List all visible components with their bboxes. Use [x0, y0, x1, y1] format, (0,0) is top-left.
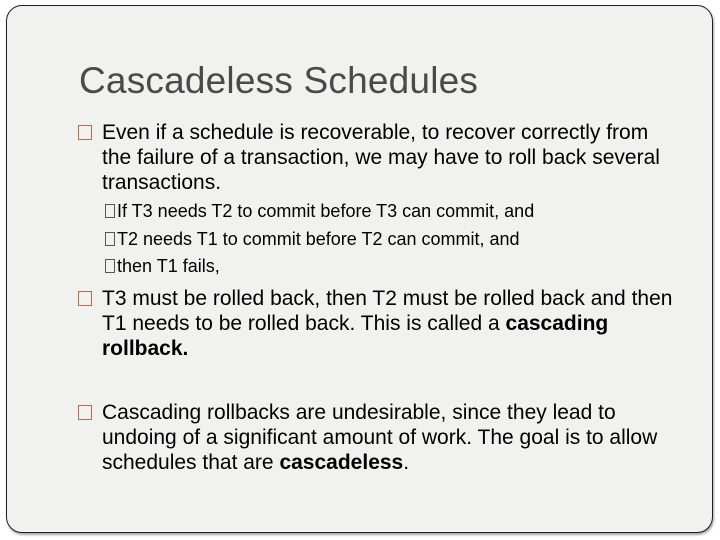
sub-bullet-text: T2 needs T1 to commit before T2 can commit, and [117, 229, 520, 249]
sub-bullet-text: then T1 fails, [117, 256, 220, 276]
missing-glyph-icon [105, 259, 115, 273]
square-bullet-icon [78, 405, 92, 420]
slide-title: Cascadeless Schedules [79, 60, 479, 101]
sub-bullet-text: If T3 needs T2 to commit before T3 can commit, and [117, 201, 535, 221]
bullet-item [78, 400, 678, 475]
bullet-text-end: . [403, 451, 410, 474]
bullet-text: Even if a schedule is recoverable, to recover correctly from the failure of a transaction, we may have to roll back several transactions. [102, 121, 660, 194]
sub-bullet-item [105, 200, 665, 222]
square-bullet-icon [78, 291, 92, 306]
bullet-text-plain: T3 must be rolled back, then T2 must be rolled back and then T1 needs to be rolled back. This is called a [102, 287, 673, 335]
bullet-text [102, 400, 678, 475]
bullet-item [78, 120, 678, 195]
bullet-item [78, 286, 678, 361]
bullet-text-plain: Cascading rollbacks are undesirable, since they lead to undoing of a significant amount of work. The goal is to allow schedules that are [102, 401, 658, 474]
square-bullet-icon [78, 125, 92, 140]
bullet-text-bold: cascading rollback. [102, 312, 609, 360]
sub-bullet-item [105, 255, 665, 277]
missing-glyph-icon [105, 204, 115, 218]
missing-glyph-icon [105, 232, 115, 246]
bullet-text [102, 286, 678, 361]
sub-bullet-item [105, 228, 665, 250]
bullet-text-bold: cascadeless [279, 451, 404, 474]
